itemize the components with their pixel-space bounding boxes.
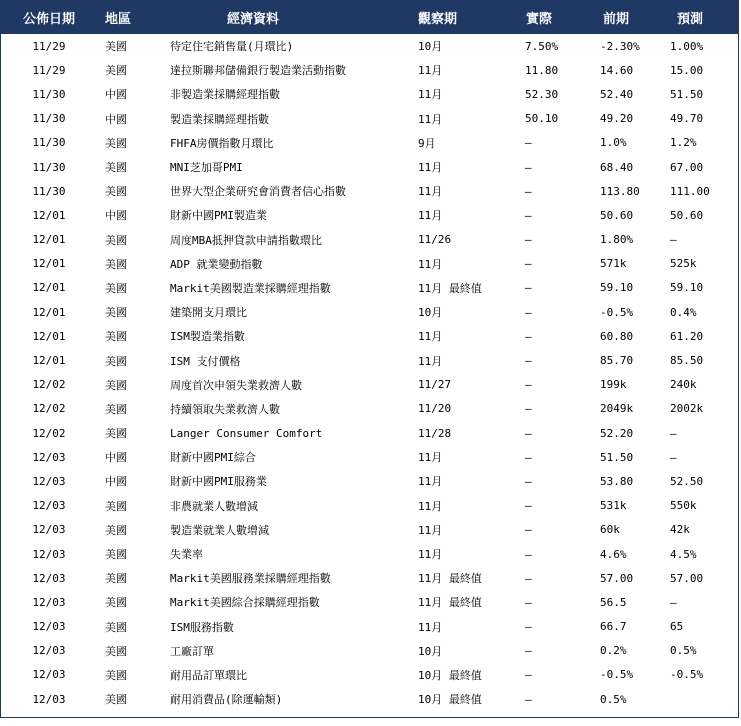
- previous-value-cell: 85.70: [600, 354, 634, 368]
- previous-value-cell: 66.7: [600, 620, 627, 634]
- table-row: [1, 107, 738, 131]
- release-date-cell: 12/03: [32, 692, 66, 706]
- release-date-cell: 12/01: [32, 233, 66, 247]
- actual-value-cell: —: [525, 402, 532, 416]
- forecast-value-cell: 42k: [670, 523, 690, 537]
- table-row: [1, 445, 738, 469]
- forecast-value-cell: 51.50: [670, 87, 704, 101]
- indicator-name-cell: 達拉斯聯邦儲備銀行製造業活動指數: [170, 64, 346, 78]
- table-row: [1, 179, 738, 203]
- observation-period-cell: 11月: [418, 523, 443, 537]
- observation-period-cell: 11/20: [418, 402, 452, 416]
- actual-value-cell: —: [525, 644, 532, 658]
- forecast-value-cell: 52.50: [670, 474, 704, 488]
- observation-period-cell: 11月: [418, 330, 443, 344]
- indicator-name-cell: ISM製造業指數: [170, 330, 245, 344]
- indicator-name-cell: Markit美國製造業採購經理指數: [170, 281, 331, 295]
- actual-value-cell: —: [525, 257, 532, 271]
- forecast-value-cell: 85.50: [670, 354, 704, 368]
- region-cell: 中國: [105, 88, 127, 102]
- forecast-value-cell: 1.2%: [670, 136, 697, 150]
- forecast-value-cell: 4.5%: [670, 547, 697, 561]
- release-date-cell: 12/03: [32, 668, 66, 682]
- table-row: [1, 252, 738, 276]
- region-cell: 美國: [105, 620, 127, 634]
- header-observation-period: 觀察期: [418, 12, 458, 27]
- indicator-name-cell: 財新中國PMI服務業: [170, 475, 267, 489]
- region-cell: 美國: [105, 136, 127, 150]
- region-cell: 美國: [105, 354, 127, 368]
- actual-value-cell: —: [525, 571, 532, 585]
- previous-value-cell: 68.40: [600, 160, 634, 174]
- table-body: [1, 34, 738, 711]
- release-date-cell: 11/29: [32, 39, 66, 53]
- observation-period-cell: 11/27: [418, 378, 452, 392]
- observation-period-cell: 11月: [418, 88, 443, 102]
- indicator-name-cell: 製造業就業人數增減: [170, 523, 269, 537]
- forecast-value-cell: 49.70: [670, 112, 704, 126]
- indicator-name-cell: 製造業採購經理指數: [170, 112, 269, 126]
- forecast-value-cell: 0.5%: [670, 644, 697, 658]
- actual-value-cell: 11.80: [525, 63, 559, 77]
- actual-value-cell: 7.50%: [525, 39, 559, 53]
- release-date-cell: 12/01: [32, 208, 66, 222]
- region-cell: 美國: [105, 523, 127, 537]
- observation-period-cell: 9月: [418, 136, 436, 150]
- release-date-cell: 12/03: [32, 474, 66, 488]
- forecast-value-cell: 67.00: [670, 160, 704, 174]
- actual-value-cell: —: [525, 668, 532, 682]
- forecast-value-cell: 1.00%: [670, 39, 704, 53]
- observation-period-cell: 11月: [418, 475, 443, 489]
- region-cell: 美國: [105, 668, 127, 682]
- region-cell: 中國: [105, 475, 127, 489]
- economic-calendar-table: [1, 1, 738, 711]
- indicator-name-cell: 工廠訂單: [170, 644, 214, 658]
- actual-value-cell: —: [525, 378, 532, 392]
- indicator-name-cell: 持續領取失業救濟人數: [170, 402, 280, 416]
- release-date-cell: 11/30: [32, 136, 66, 150]
- release-date-cell: 12/03: [32, 547, 66, 561]
- forecast-value-cell: —: [670, 426, 677, 440]
- region-cell: 美國: [105, 644, 127, 658]
- indicator-name-cell: 耐用消費品(除運輸類): [170, 693, 283, 707]
- previous-value-cell: 52.40: [600, 87, 634, 101]
- actual-value-cell: —: [525, 233, 532, 247]
- previous-value-cell: 57.00: [600, 571, 634, 585]
- previous-value-cell: 0.2%: [600, 644, 627, 658]
- table-row: [1, 324, 738, 348]
- region-cell: 美國: [105, 330, 127, 344]
- table-row: [1, 615, 738, 639]
- observation-period-cell: 10月 最終值: [418, 693, 482, 707]
- table-row: [1, 421, 738, 445]
- actual-value-cell: —: [525, 329, 532, 343]
- actual-value-cell: 50.10: [525, 112, 559, 126]
- region-cell: 美國: [105, 572, 127, 586]
- table-row: [1, 469, 738, 493]
- release-date-cell: 11/30: [32, 112, 66, 126]
- observation-period-cell: 11/26: [418, 233, 452, 247]
- actual-value-cell: —: [525, 474, 532, 488]
- actual-value-cell: —: [525, 184, 532, 198]
- indicator-name-cell: 失業率: [170, 548, 203, 562]
- table-row: [1, 58, 738, 82]
- table-row: [1, 397, 738, 421]
- release-date-cell: 11/30: [32, 184, 66, 198]
- forecast-value-cell: 2002k: [670, 402, 704, 416]
- region-cell: 中國: [105, 112, 127, 126]
- release-date-cell: 12/03: [32, 644, 66, 658]
- header-release-date: 公佈日期: [22, 12, 75, 27]
- actual-value-cell: —: [525, 523, 532, 537]
- indicator-name-cell: 財新中國PMI綜合: [170, 451, 256, 465]
- region-cell: 中國: [105, 451, 127, 465]
- release-date-cell: 12/02: [32, 378, 66, 392]
- previous-value-cell: 531k: [600, 499, 627, 513]
- region-cell: 中國: [105, 209, 127, 223]
- previous-value-cell: 0.5%: [600, 692, 627, 706]
- forecast-value-cell: 111.00: [670, 184, 710, 198]
- release-date-cell: 12/03: [32, 595, 66, 609]
- forecast-value-cell: 65: [670, 620, 684, 634]
- table-row: [1, 348, 738, 372]
- observation-period-cell: 10月: [418, 40, 443, 54]
- table-row: [1, 155, 738, 179]
- release-date-cell: 12/01: [32, 329, 66, 343]
- observation-period-cell: 11月: [418, 620, 443, 634]
- actual-value-cell: —: [525, 620, 532, 634]
- previous-value-cell: 56.5: [600, 595, 627, 609]
- table-row: [1, 687, 738, 711]
- forecast-value-cell: —: [670, 233, 677, 247]
- table-row: [1, 228, 738, 252]
- indicator-name-cell: ISM服務指數: [170, 620, 234, 634]
- table-header-row: [1, 1, 738, 34]
- previous-value-cell: -2.30%: [600, 39, 640, 53]
- observation-period-cell: 11月: [418, 354, 443, 368]
- indicator-name-cell: 周度MBA抵押貸款申請指數環比: [170, 233, 322, 247]
- indicator-name-cell: Markit美國服務業採購經理指數: [170, 572, 331, 586]
- release-date-cell: 12/03: [32, 571, 66, 585]
- actual-value-cell: —: [525, 547, 532, 561]
- previous-value-cell: -0.5%: [600, 668, 634, 682]
- actual-value-cell: —: [525, 426, 532, 440]
- region-cell: 美國: [105, 161, 127, 175]
- table-row: [1, 542, 738, 566]
- release-date-cell: 12/03: [32, 523, 66, 537]
- actual-value-cell: —: [525, 136, 532, 150]
- actual-value-cell: —: [525, 450, 532, 464]
- previous-value-cell: 1.80%: [600, 233, 634, 247]
- observation-period-cell: 11月: [418, 161, 443, 175]
- observation-period-cell: 11月: [418, 257, 443, 271]
- actual-value-cell: 52.30: [525, 87, 559, 101]
- table-row: [1, 203, 738, 227]
- release-date-cell: 11/30: [32, 87, 66, 101]
- actual-value-cell: —: [525, 305, 532, 319]
- previous-value-cell: 49.20: [600, 112, 634, 126]
- previous-value-cell: 2049k: [600, 402, 634, 416]
- header-actual: 實際: [526, 12, 553, 27]
- observation-period-cell: 11/28: [418, 426, 452, 440]
- table-row: [1, 300, 738, 324]
- region-cell: 美國: [105, 378, 127, 392]
- region-cell: 美國: [105, 40, 127, 54]
- region-cell: 美國: [105, 306, 127, 320]
- indicator-name-cell: MNI芝加哥PMI: [170, 161, 243, 175]
- table-row: [1, 639, 738, 663]
- forecast-value-cell: 240k: [670, 378, 697, 392]
- observation-period-cell: 11月: [418, 209, 443, 223]
- observation-period-cell: 11月: [418, 185, 443, 199]
- indicator-name-cell: Langer Consumer Comfort: [170, 426, 323, 440]
- actual-value-cell: —: [525, 160, 532, 174]
- previous-value-cell: 52.20: [600, 426, 634, 440]
- header-forecast: 預測: [677, 12, 704, 27]
- region-cell: 美國: [105, 596, 127, 610]
- table-row: [1, 34, 738, 58]
- table-row: [1, 566, 738, 590]
- release-date-cell: 12/03: [32, 499, 66, 513]
- previous-value-cell: 1.0%: [600, 136, 627, 150]
- forecast-value-cell: 50.60: [670, 208, 704, 222]
- release-date-cell: 12/01: [32, 305, 66, 319]
- region-cell: 美國: [105, 233, 127, 247]
- region-cell: 美國: [105, 185, 127, 199]
- previous-value-cell: -0.5%: [600, 305, 634, 319]
- release-date-cell: 12/02: [32, 402, 66, 416]
- actual-value-cell: —: [525, 692, 532, 706]
- observation-period-cell: 11月: [418, 499, 443, 513]
- indicator-name-cell: 待定住宅銷售量(月環比): [170, 40, 294, 54]
- observation-period-cell: 10月 最終值: [418, 668, 482, 682]
- table-row: [1, 518, 738, 542]
- release-date-cell: 11/30: [32, 160, 66, 174]
- observation-period-cell: 11月 最終值: [418, 281, 482, 295]
- forecast-value-cell: 0.4%: [670, 305, 697, 319]
- release-date-cell: 12/02: [32, 426, 66, 440]
- forecast-value-cell: -0.5%: [670, 668, 704, 682]
- indicator-name-cell: ISM 支付價格: [170, 354, 241, 368]
- table-row: [1, 131, 738, 155]
- forecast-value-cell: —: [670, 450, 677, 464]
- actual-value-cell: —: [525, 281, 532, 295]
- header-economic-data: 經濟資料: [227, 12, 280, 27]
- previous-value-cell: 60.80: [600, 329, 634, 343]
- indicator-name-cell: 財新中國PMI製造業: [170, 209, 267, 223]
- observation-period-cell: 10月: [418, 306, 443, 320]
- observation-period-cell: 11月: [418, 548, 443, 562]
- indicator-name-cell: Markit美國綜合採購經理指數: [170, 596, 320, 610]
- header-region: 地區: [105, 12, 132, 27]
- indicator-name-cell: FHFA房價指數月環比: [170, 136, 274, 150]
- forecast-value-cell: 61.20: [670, 329, 704, 343]
- indicator-name-cell: 非製造業採購經理指數: [170, 88, 280, 102]
- previous-value-cell: 60k: [600, 523, 620, 537]
- previous-value-cell: 113.80: [600, 184, 640, 198]
- forecast-value-cell: —: [670, 595, 677, 609]
- previous-value-cell: 199k: [600, 378, 627, 392]
- previous-value-cell: 53.80: [600, 474, 634, 488]
- region-cell: 美國: [105, 257, 127, 271]
- region-cell: 美國: [105, 427, 127, 441]
- region-cell: 美國: [105, 281, 127, 295]
- forecast-value-cell: 57.00: [670, 571, 704, 585]
- release-date-cell: 11/29: [32, 63, 66, 77]
- forecast-value-cell: 525k: [670, 257, 697, 271]
- release-date-cell: 12/03: [32, 450, 66, 464]
- header-previous: 前期: [603, 12, 630, 27]
- observation-period-cell: 11月 最終值: [418, 596, 482, 610]
- indicator-name-cell: 周度首次申領失業救濟人數: [170, 378, 302, 392]
- observation-period-cell: 11月: [418, 451, 443, 465]
- observation-period-cell: 11月: [418, 64, 443, 78]
- release-date-cell: 12/01: [32, 281, 66, 295]
- table-row: [1, 663, 738, 687]
- table-row: [1, 590, 738, 614]
- forecast-value-cell: 59.10: [670, 281, 704, 295]
- previous-value-cell: 50.60: [600, 208, 634, 222]
- table-row: [1, 82, 738, 106]
- previous-value-cell: 59.10: [600, 281, 634, 295]
- indicator-name-cell: 建築開支月環比: [170, 306, 247, 320]
- table-row: [1, 276, 738, 300]
- observation-period-cell: 10月: [418, 644, 443, 658]
- region-cell: 美國: [105, 402, 127, 416]
- observation-period-cell: 11月: [418, 112, 443, 126]
- indicator-name-cell: ADP 就業變動指數: [170, 257, 263, 271]
- indicator-name-cell: 世界大型企業研究會消費者信心指數: [170, 185, 346, 199]
- release-date-cell: 12/03: [32, 620, 66, 634]
- region-cell: 美國: [105, 693, 127, 707]
- previous-value-cell: 4.6%: [600, 547, 627, 561]
- table-row: [1, 494, 738, 518]
- actual-value-cell: —: [525, 208, 532, 222]
- region-cell: 美國: [105, 499, 127, 513]
- actual-value-cell: —: [525, 354, 532, 368]
- release-date-cell: 12/01: [32, 354, 66, 368]
- forecast-value-cell: [667, 687, 738, 711]
- indicator-name-cell: 耐用品訂單環比: [170, 668, 247, 682]
- table-row: [1, 373, 738, 397]
- region-cell: 美國: [105, 64, 127, 78]
- actual-value-cell: —: [525, 595, 532, 609]
- forecast-value-cell: 15.00: [670, 63, 704, 77]
- region-cell: 美國: [105, 548, 127, 562]
- previous-value-cell: 571k: [600, 257, 627, 271]
- release-date-cell: 12/01: [32, 257, 66, 271]
- previous-value-cell: 14.60: [600, 63, 634, 77]
- forecast-value-cell: 550k: [670, 499, 697, 513]
- previous-value-cell: 51.50: [600, 450, 634, 464]
- indicator-name-cell: 非農就業人數增減: [170, 499, 258, 513]
- observation-period-cell: 11月 最終值: [418, 572, 482, 586]
- actual-value-cell: —: [525, 499, 532, 513]
